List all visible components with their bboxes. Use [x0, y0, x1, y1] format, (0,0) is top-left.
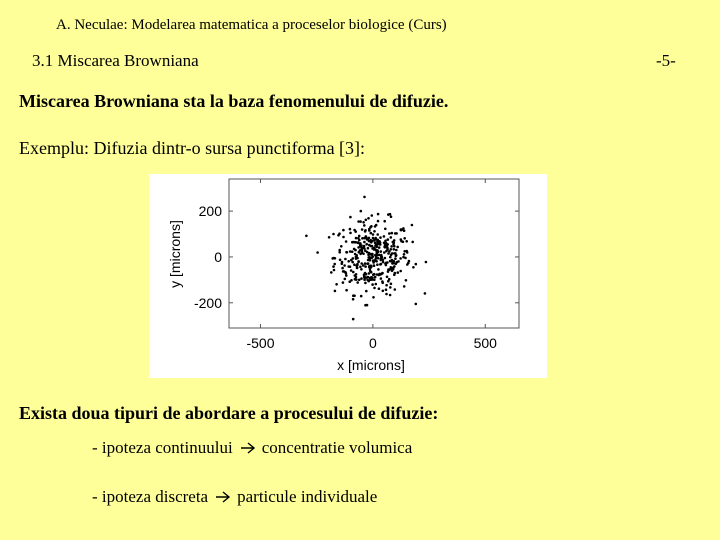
scatter-point [400, 228, 403, 231]
scatter-point [363, 241, 366, 244]
scatter-point [378, 254, 381, 257]
scatter-point [385, 284, 388, 287]
scatter-point [390, 283, 393, 286]
scatter-point [375, 257, 378, 260]
scatter-point [386, 248, 389, 251]
scatter-point [374, 241, 377, 244]
y-tick-label: -200 [193, 294, 222, 311]
scatter-point [367, 247, 370, 250]
scatter-point [395, 254, 398, 257]
scatter-point [403, 253, 406, 256]
scatter-point [364, 262, 367, 265]
scatter-figure [149, 174, 547, 378]
example-caption: Exemplu: Difuzia dintr-o sursa punctiforma [3]: [19, 138, 366, 158]
scatter-point [353, 229, 356, 232]
scatter-point [370, 232, 373, 235]
scatter-point [391, 262, 394, 265]
scatter-point [365, 219, 368, 222]
scatter-point [400, 238, 403, 241]
scatter-point [412, 266, 415, 269]
scatter-point [332, 265, 335, 268]
scatter-point [340, 245, 343, 248]
scatter-point [362, 264, 365, 267]
scatter-point [341, 267, 344, 270]
scatter-point [352, 298, 355, 301]
scatter-point [352, 257, 355, 260]
x-tick-label: 0 [368, 335, 377, 351]
scatter-point [361, 250, 364, 253]
scatter-point [424, 292, 427, 295]
scatter-point [358, 235, 361, 238]
scatter-point [349, 265, 352, 268]
scatter-point [365, 290, 368, 293]
scatter-point [378, 246, 381, 249]
scatter-point [359, 266, 362, 269]
scatter-point [362, 252, 365, 255]
scatter-point [334, 290, 337, 293]
scatter-point [358, 279, 361, 282]
scatter-point [343, 264, 346, 267]
scatter-point [411, 224, 414, 227]
scatter-point [377, 213, 380, 216]
scatter-point [378, 287, 381, 290]
scatter-point [359, 220, 362, 223]
scatter-point [345, 240, 348, 243]
scatter-point [383, 220, 386, 223]
right-arrow-icon [240, 442, 256, 454]
scatter-point [364, 229, 367, 232]
scatter-point [385, 293, 388, 296]
scatter-point [316, 251, 319, 254]
scatter-point [361, 228, 364, 231]
list-item-hypothesis: - ipoteza continuului [92, 438, 233, 457]
scatter-point [396, 246, 399, 249]
scatter-point [372, 259, 375, 262]
scatter-point [363, 245, 366, 248]
scatter-point [368, 272, 371, 275]
scatter-point [374, 276, 377, 279]
scatter-point [355, 278, 358, 281]
scatter-point [371, 214, 374, 217]
scatter-point [403, 250, 406, 253]
scatter-point [364, 265, 367, 268]
scatter-point [342, 281, 345, 284]
scatter-point [390, 236, 393, 239]
scatter-point [383, 235, 386, 238]
y-axis-label: y [microns] [167, 220, 183, 288]
scatter-point [345, 289, 348, 292]
scatter-point [377, 268, 380, 271]
scatter-point [357, 260, 360, 263]
scatter-point [344, 258, 347, 261]
scatter-point [388, 278, 391, 281]
scatter-point [363, 276, 366, 279]
approaches-title: Exista doua tipuri de abordare a procesului de difuzie: [19, 403, 439, 423]
scatter-point [360, 295, 363, 298]
scatter-point [333, 263, 336, 266]
scatter-point [367, 256, 370, 259]
intro-statement: Miscarea Browniana sta la baza fenomenului de difuzie. [19, 91, 449, 111]
scatter-point [373, 230, 376, 233]
scatter-point [367, 280, 370, 283]
scatter-point [375, 224, 378, 227]
scatter-point [379, 236, 382, 239]
scatter-point [402, 241, 405, 244]
scatter-point [363, 196, 366, 199]
scatter-point [349, 216, 352, 219]
scatter-point [377, 220, 380, 223]
scatter-point [352, 318, 355, 321]
scatter-point [335, 283, 338, 286]
scatter-point [384, 262, 387, 265]
scatter-point [394, 232, 397, 235]
scatter-point [370, 271, 373, 274]
scatter-plot [149, 174, 547, 378]
scatter-point [378, 274, 381, 277]
scatter-point [392, 241, 395, 244]
scatter-point [375, 250, 378, 253]
scatter-point [415, 303, 418, 306]
scatter-point [374, 254, 377, 257]
scatter-point [305, 235, 308, 238]
scatter-point [342, 236, 345, 239]
scatter-point [353, 294, 356, 297]
scatter-point [392, 243, 395, 246]
scatter-point [373, 278, 376, 281]
scatter-point [331, 257, 334, 260]
scatter-point [405, 279, 408, 282]
scatter-point [358, 251, 361, 254]
scatter-point [389, 256, 392, 259]
scatter-point [362, 221, 365, 224]
scatter-point [356, 281, 359, 284]
scatter-point [384, 240, 387, 243]
scatter-point [363, 224, 366, 227]
scatter-point [371, 278, 374, 281]
list-item-hypothesis: - ipoteza discreta [92, 487, 209, 506]
scatter-point [368, 229, 371, 232]
x-tick-label: 500 [473, 335, 497, 351]
scatter-point [365, 243, 368, 246]
y-tick-label: 0 [214, 248, 222, 265]
scatter-point [382, 290, 385, 293]
scatter-point [360, 210, 363, 213]
x-axis-label: x [microns] [337, 357, 405, 373]
scatter-point [353, 263, 356, 266]
scatter-point [405, 240, 408, 243]
scatter-point [386, 244, 389, 247]
scatter-point [402, 256, 405, 259]
scatter-point [388, 232, 391, 235]
scatter-point [382, 261, 385, 264]
scatter-point [399, 257, 402, 260]
scatter-point [355, 237, 358, 240]
scatter-point [344, 271, 347, 274]
scatter-point [388, 250, 391, 253]
scatter-point [357, 246, 360, 249]
scatter-point [369, 253, 372, 256]
scatter-point [349, 228, 352, 231]
scatter-point [355, 256, 358, 259]
scatter-point [345, 274, 348, 277]
scatter-point [353, 248, 356, 251]
scatter-point [367, 262, 370, 265]
scatter-point [390, 245, 393, 248]
scatter-point [415, 263, 418, 266]
scatter-point [386, 276, 389, 279]
scatter-point [393, 252, 396, 255]
scatter-point [359, 242, 362, 245]
scatter-point [394, 288, 397, 291]
scatter-point [391, 252, 394, 255]
plot-frame [229, 179, 519, 328]
scatter-point [383, 246, 386, 249]
scatter-point [381, 280, 384, 283]
scatter-point [373, 264, 376, 267]
scatter-point [391, 232, 394, 235]
list-item-discrete [92, 487, 377, 507]
scatter-point [392, 268, 395, 271]
scatter-point [390, 215, 393, 218]
scatter-point [380, 256, 383, 259]
scatter-point [407, 262, 410, 265]
list-item-result: particule individuale [237, 487, 378, 506]
scatter-point [349, 250, 352, 253]
scatter-point [369, 259, 372, 262]
scatter-point [406, 251, 409, 254]
scatter-point [360, 268, 363, 271]
scatter-point [373, 287, 376, 290]
scatter-point [371, 283, 374, 286]
list-item-continuum [92, 438, 412, 458]
scatter-point [393, 248, 396, 251]
scatter-point [370, 276, 373, 279]
scatter-point [354, 274, 357, 277]
right-arrow-icon [215, 491, 231, 503]
scatter-point [363, 237, 366, 240]
scatter-point [402, 227, 405, 230]
scatter-point [370, 265, 373, 268]
scatter-point [378, 240, 381, 243]
scatter-point [380, 263, 383, 266]
scatter-points [305, 196, 427, 321]
course-header: A. Neculae: Modelarea matematica a proceselor biologice (Curs) [56, 17, 447, 33]
scatter-point [342, 229, 345, 232]
scatter-point [347, 260, 350, 263]
scatter-point [364, 282, 367, 285]
scatter-point [384, 228, 387, 231]
scatter-point [372, 296, 375, 299]
scatter-point [360, 277, 363, 280]
scatter-point [385, 288, 388, 291]
scatter-point [380, 250, 383, 253]
scatter-point [380, 277, 383, 280]
scatter-point [384, 257, 387, 260]
scatter-point [395, 249, 398, 252]
scatter-point [357, 237, 360, 240]
x-tick-label: -500 [246, 335, 275, 351]
section-title: 3.1 Miscarea Browniana [32, 51, 199, 70]
scatter-point [366, 238, 369, 241]
scatter-point [330, 271, 333, 274]
y-tick-label: 200 [198, 203, 222, 220]
scatter-point [372, 273, 375, 276]
scatter-point [399, 270, 402, 273]
scatter-point [349, 232, 352, 235]
scatter-point [376, 263, 379, 266]
scatter-point [356, 264, 359, 267]
scatter-point [338, 232, 341, 235]
scatter-point [338, 249, 341, 252]
scatter-point [360, 246, 363, 249]
scatter-point [369, 226, 372, 229]
scatter-point [425, 261, 428, 264]
scatter-point [387, 238, 390, 241]
scatter-point [397, 271, 400, 274]
scatter-point [376, 233, 379, 236]
scatter-point [346, 251, 349, 254]
scatter-point [352, 241, 355, 244]
scatter-point [403, 229, 406, 232]
scatter-point [377, 257, 380, 260]
scatter-point [344, 278, 347, 281]
scatter-point [403, 285, 406, 288]
scatter-point [382, 259, 385, 262]
scatter-point [394, 257, 397, 260]
scatter-point [367, 217, 370, 220]
scatter-point [351, 261, 354, 264]
scatter-point [397, 260, 400, 263]
list-item-result: concentratie volumica [261, 438, 413, 457]
scatter-point [328, 236, 331, 239]
scatter-point [341, 261, 344, 264]
page-number: -5- [656, 51, 676, 70]
scatter-point [381, 272, 384, 275]
scatter-point [389, 213, 392, 216]
scatter-point [372, 233, 375, 236]
scatter-point [394, 272, 397, 275]
scatter-point [375, 283, 378, 286]
scatter-point [332, 233, 335, 236]
scatter-point [364, 304, 367, 307]
scatter-point [403, 237, 406, 240]
scatter-point [333, 269, 336, 272]
scatter-point [339, 259, 342, 262]
scatter-point [393, 265, 396, 268]
scatter-point [411, 241, 414, 244]
scatter-point [389, 294, 392, 297]
scatter-point [374, 237, 377, 240]
scatter-point [352, 271, 355, 274]
scatter-point [350, 279, 353, 282]
scatter-point [371, 247, 374, 250]
scatter-point [350, 269, 353, 272]
scatter-point [371, 245, 374, 248]
scatter-point [387, 270, 390, 273]
scatter-point [364, 272, 367, 275]
scatter-point [389, 286, 392, 289]
